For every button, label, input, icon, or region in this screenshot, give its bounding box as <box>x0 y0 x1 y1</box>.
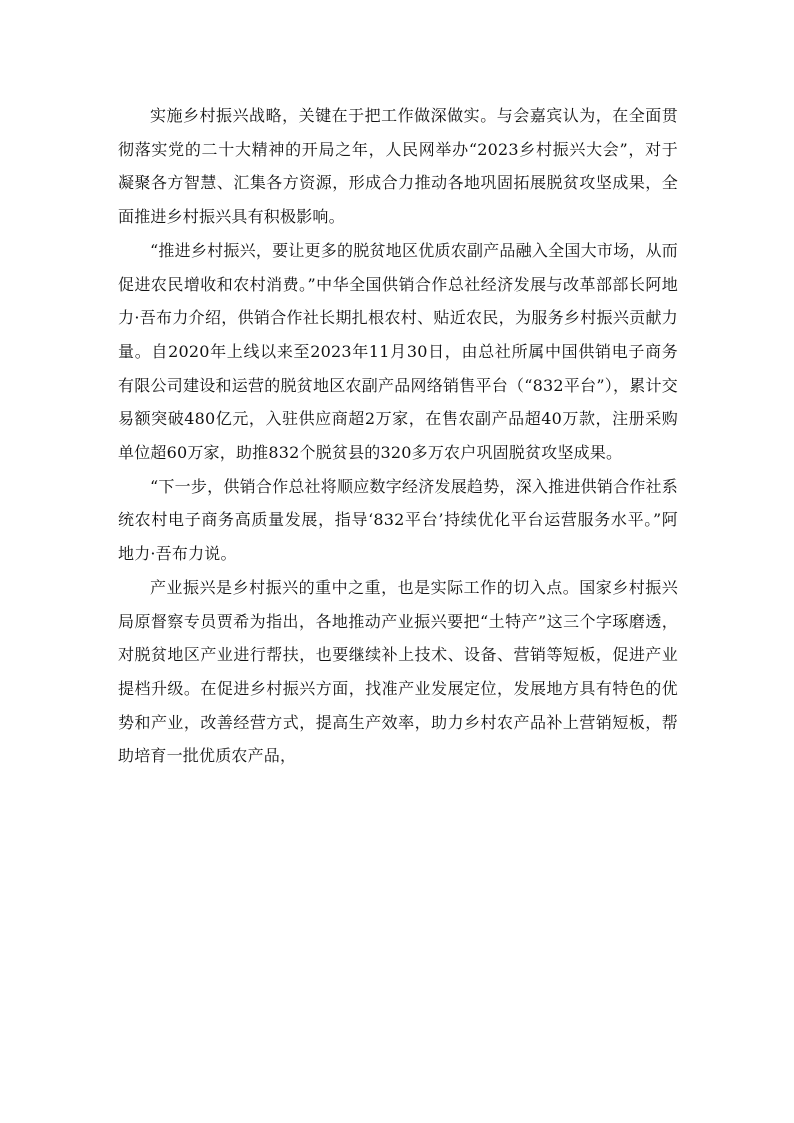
paragraph-1: 实施乡村振兴战略，关键在于把工作做深做实。与会嘉宾认为，在全面贯彻落实党的二十大精神的开局之年，人民网举办“2023乡村振兴大会”，对于凝聚各方智慧、汇集各方资源，形成合力推动各地巩固拓展脱贫攻坚成果，全面推进乡村振兴具有积极影响。 <box>118 106 678 227</box>
paragraph-2: “推进乡村振兴，要让更多的脱贫地区优质农副产品融入全国大市场，从而促进农民增收和农村消费。”中华全国供销合作总社经济发展与改革部部长阿地力·吾布力介绍，供销合作社长期扎根农村、贴近农民，为服务乡村振兴贡献力量。自2020年上线以来至2023年11月30日，由总社所属中国供销电子商务有限公司建设和运营的脱贫地区农副产品网络销售平台（“832平台”），累计交易额突破480亿元，入驻供应商超2万家，在售农副产品超40万款，注册采购单位超60万家，助推832个脱贫县的320多万农户巩固脱贫攻坚成果。 <box>118 240 678 463</box>
paragraph-4: 产业振兴是乡村振兴的重中之重，也是实际工作的切入点。国家乡村振兴局原督察专员贾希为指出，各地推动产业振兴要把“土特产”这三个字琢磨透，对脱贫地区产业进行帮扶，也要继续补上技术、设备、营销等短板，促进产业提档升级。在促进乡村振兴方面，找准产业发展定位，发展地方具有特色的优势和产业，改善经营方式，提高生产效率，助力乡村农产品补上营销短板，帮助培育一批优质农产品， <box>118 577 678 766</box>
paragraph-3: “下一步，供销合作总社将顺应数字经济发展趋势，深入推进供销合作社系统农村电子商务高质量发展，指导‘832平台’持续优化平台运营服务水平。”阿地力·吾布力说。 <box>118 476 678 564</box>
article-body <box>118 99 678 773</box>
